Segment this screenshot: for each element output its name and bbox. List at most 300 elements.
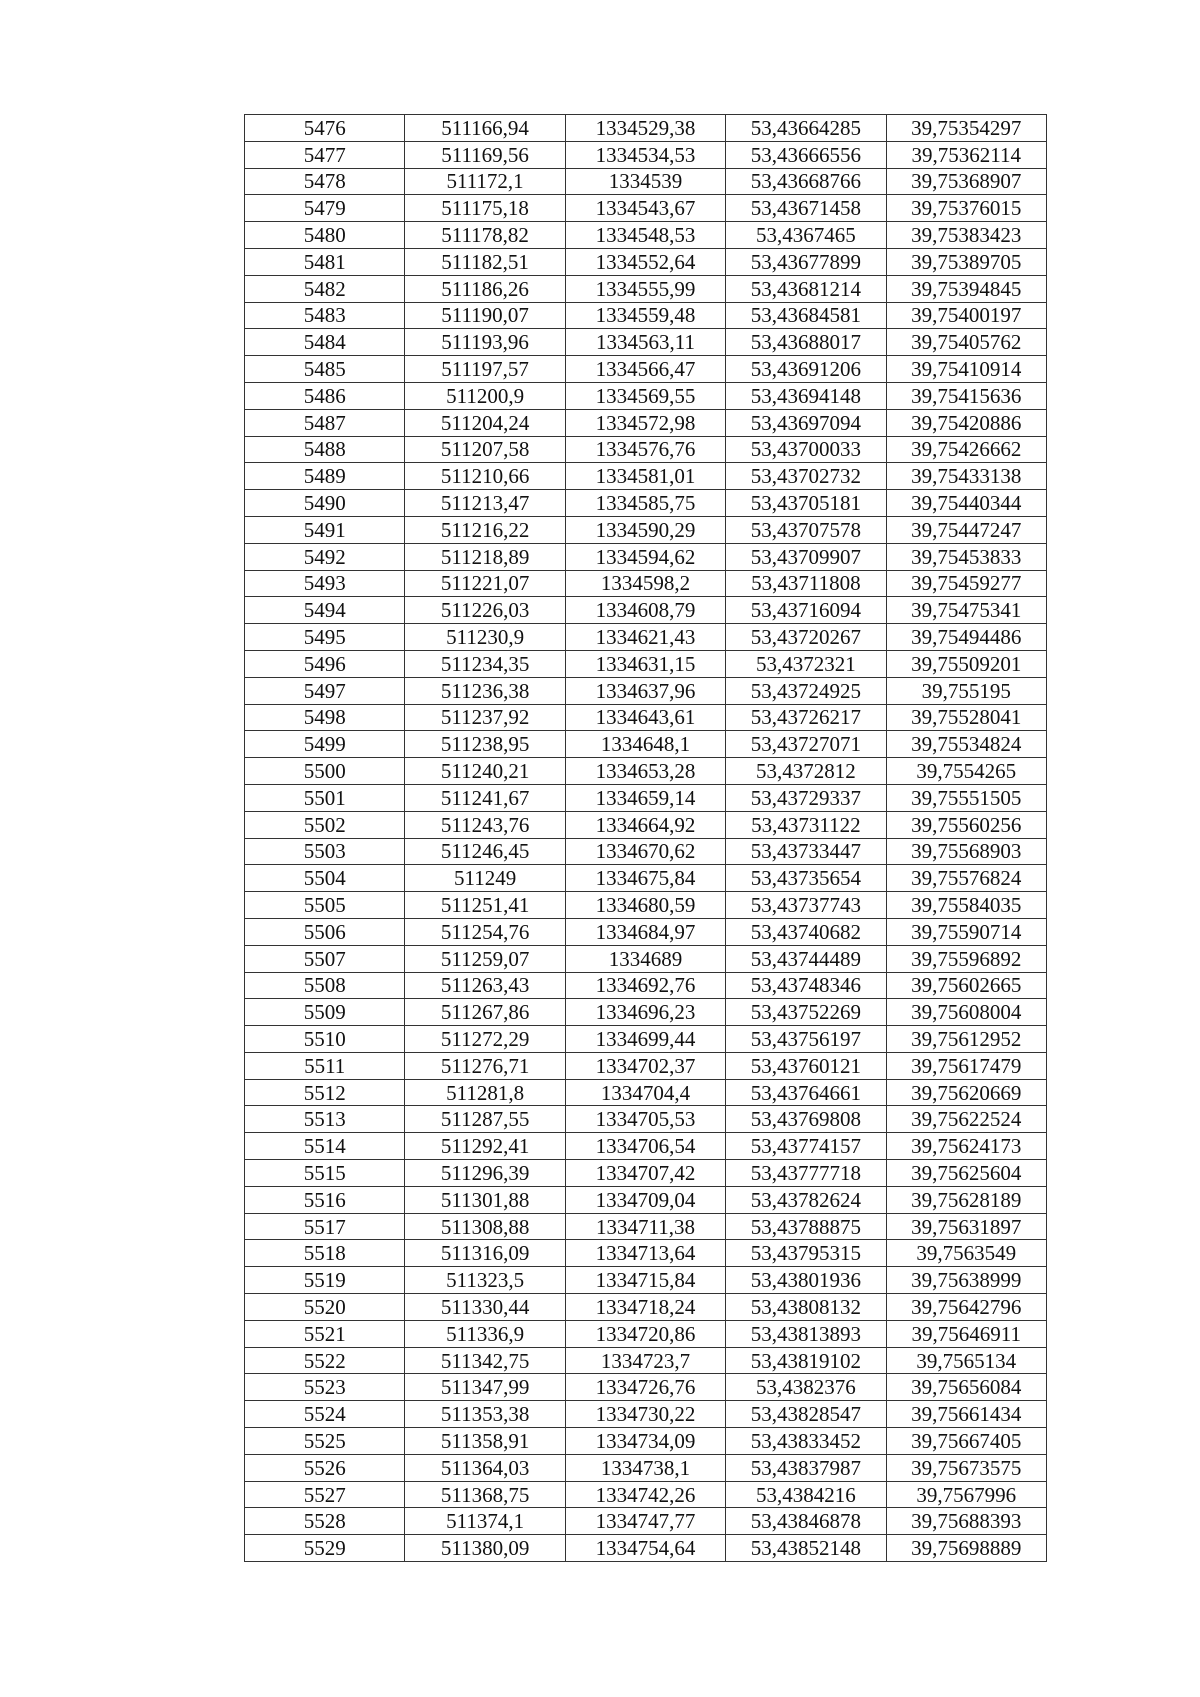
x-coordinate-cell: 511241,67 bbox=[405, 784, 565, 811]
point-number-cell: 5512 bbox=[245, 1079, 405, 1106]
x-coordinate-cell: 511213,47 bbox=[405, 490, 565, 517]
latitude-cell: 53,43744489 bbox=[726, 945, 886, 972]
point-number-cell: 5506 bbox=[245, 918, 405, 945]
table-row bbox=[245, 624, 1047, 651]
latitude-cell: 53,43711808 bbox=[726, 570, 886, 597]
point-number-cell: 5499 bbox=[245, 731, 405, 758]
latitude-cell: 53,43740682 bbox=[726, 918, 886, 945]
table-row bbox=[245, 1535, 1047, 1562]
y-coordinate-cell: 1334730,22 bbox=[565, 1401, 725, 1428]
point-number-cell: 5526 bbox=[245, 1454, 405, 1481]
latitude-cell: 53,43677899 bbox=[726, 248, 886, 275]
y-coordinate-cell: 1334670,62 bbox=[565, 838, 725, 865]
latitude-cell: 53,43729337 bbox=[726, 784, 886, 811]
point-number-cell: 5485 bbox=[245, 356, 405, 383]
coordinates-table bbox=[244, 114, 1047, 1562]
point-number-cell: 5524 bbox=[245, 1401, 405, 1428]
table-row bbox=[245, 1026, 1047, 1053]
latitude-cell: 53,43852148 bbox=[726, 1535, 886, 1562]
x-coordinate-cell: 511374,1 bbox=[405, 1508, 565, 1535]
latitude-cell: 53,43664285 bbox=[726, 115, 886, 142]
y-coordinate-cell: 1334696,23 bbox=[565, 999, 725, 1026]
point-number-cell: 5481 bbox=[245, 248, 405, 275]
table-row bbox=[245, 1106, 1047, 1133]
table-row bbox=[245, 677, 1047, 704]
y-coordinate-cell: 1334637,96 bbox=[565, 677, 725, 704]
x-coordinate-cell: 511169,56 bbox=[405, 141, 565, 168]
table-row bbox=[245, 650, 1047, 677]
latitude-cell: 53,4367465 bbox=[726, 222, 886, 249]
y-coordinate-cell: 1334699,44 bbox=[565, 1026, 725, 1053]
point-number-cell: 5529 bbox=[245, 1535, 405, 1562]
longitude-cell: 39,75389705 bbox=[886, 248, 1046, 275]
longitude-cell: 39,75596892 bbox=[886, 945, 1046, 972]
table-row bbox=[245, 731, 1047, 758]
point-number-cell: 5515 bbox=[245, 1160, 405, 1187]
table-row bbox=[245, 302, 1047, 329]
point-number-cell: 5510 bbox=[245, 1026, 405, 1053]
point-number-cell: 5521 bbox=[245, 1320, 405, 1347]
y-coordinate-cell: 1334707,42 bbox=[565, 1160, 725, 1187]
longitude-cell: 39,75628189 bbox=[886, 1186, 1046, 1213]
y-coordinate-cell: 1334689 bbox=[565, 945, 725, 972]
table-row bbox=[245, 382, 1047, 409]
latitude-cell: 53,43733447 bbox=[726, 838, 886, 865]
y-coordinate-cell: 1334705,53 bbox=[565, 1106, 725, 1133]
y-coordinate-cell: 1334738,1 bbox=[565, 1454, 725, 1481]
x-coordinate-cell: 511368,75 bbox=[405, 1481, 565, 1508]
y-coordinate-cell: 1334572,98 bbox=[565, 409, 725, 436]
x-coordinate-cell: 511240,21 bbox=[405, 758, 565, 785]
y-coordinate-cell: 1334713,64 bbox=[565, 1240, 725, 1267]
y-coordinate-cell: 1334720,86 bbox=[565, 1320, 725, 1347]
x-coordinate-cell: 511251,41 bbox=[405, 892, 565, 919]
y-coordinate-cell: 1334529,38 bbox=[565, 115, 725, 142]
longitude-cell: 39,75584035 bbox=[886, 892, 1046, 919]
point-number-cell: 5523 bbox=[245, 1374, 405, 1401]
longitude-cell: 39,75642796 bbox=[886, 1294, 1046, 1321]
x-coordinate-cell: 511267,86 bbox=[405, 999, 565, 1026]
longitude-cell: 39,7567996 bbox=[886, 1481, 1046, 1508]
longitude-cell: 39,75494486 bbox=[886, 624, 1046, 651]
x-coordinate-cell: 511272,29 bbox=[405, 1026, 565, 1053]
longitude-cell: 39,75622524 bbox=[886, 1106, 1046, 1133]
y-coordinate-cell: 1334534,53 bbox=[565, 141, 725, 168]
latitude-cell: 53,43724925 bbox=[726, 677, 886, 704]
latitude-cell: 53,43735654 bbox=[726, 865, 886, 892]
table-row bbox=[245, 972, 1047, 999]
longitude-cell: 39,75459277 bbox=[886, 570, 1046, 597]
longitude-cell: 39,75646911 bbox=[886, 1320, 1046, 1347]
point-number-cell: 5490 bbox=[245, 490, 405, 517]
table-row bbox=[245, 543, 1047, 570]
latitude-cell: 53,43731122 bbox=[726, 811, 886, 838]
longitude-cell: 39,75673575 bbox=[886, 1454, 1046, 1481]
x-coordinate-cell: 511276,71 bbox=[405, 1052, 565, 1079]
latitude-cell: 53,43720267 bbox=[726, 624, 886, 651]
y-coordinate-cell: 1334539 bbox=[565, 168, 725, 195]
y-coordinate-cell: 1334548,53 bbox=[565, 222, 725, 249]
table-row bbox=[245, 1347, 1047, 1374]
latitude-cell: 53,43819102 bbox=[726, 1347, 886, 1374]
longitude-cell: 39,75410914 bbox=[886, 356, 1046, 383]
table-row bbox=[245, 945, 1047, 972]
table-row bbox=[245, 597, 1047, 624]
table-row bbox=[245, 1079, 1047, 1106]
point-number-cell: 5489 bbox=[245, 463, 405, 490]
longitude-cell: 39,7565134 bbox=[886, 1347, 1046, 1374]
latitude-cell: 53,43705181 bbox=[726, 490, 886, 517]
longitude-cell: 39,7563549 bbox=[886, 1240, 1046, 1267]
table-row bbox=[245, 784, 1047, 811]
y-coordinate-cell: 1334608,79 bbox=[565, 597, 725, 624]
longitude-cell: 39,75447247 bbox=[886, 516, 1046, 543]
point-number-cell: 5478 bbox=[245, 168, 405, 195]
table-row bbox=[245, 1454, 1047, 1481]
latitude-cell: 53,43688017 bbox=[726, 329, 886, 356]
y-coordinate-cell: 1334734,09 bbox=[565, 1428, 725, 1455]
longitude-cell: 39,75376015 bbox=[886, 195, 1046, 222]
point-number-cell: 5480 bbox=[245, 222, 405, 249]
latitude-cell: 53,43788875 bbox=[726, 1213, 886, 1240]
latitude-cell: 53,43752269 bbox=[726, 999, 886, 1026]
y-coordinate-cell: 1334643,61 bbox=[565, 704, 725, 731]
latitude-cell: 53,43737743 bbox=[726, 892, 886, 919]
y-coordinate-cell: 1334664,92 bbox=[565, 811, 725, 838]
point-number-cell: 5486 bbox=[245, 382, 405, 409]
longitude-cell: 39,75638999 bbox=[886, 1267, 1046, 1294]
y-coordinate-cell: 1334726,76 bbox=[565, 1374, 725, 1401]
longitude-cell: 39,75362114 bbox=[886, 141, 1046, 168]
latitude-cell: 53,43801936 bbox=[726, 1267, 886, 1294]
x-coordinate-cell: 511342,75 bbox=[405, 1347, 565, 1374]
latitude-cell: 53,43813893 bbox=[726, 1320, 886, 1347]
x-coordinate-cell: 511175,18 bbox=[405, 195, 565, 222]
point-number-cell: 5493 bbox=[245, 570, 405, 597]
x-coordinate-cell: 511166,94 bbox=[405, 115, 565, 142]
point-number-cell: 5502 bbox=[245, 811, 405, 838]
longitude-cell: 39,75528041 bbox=[886, 704, 1046, 731]
latitude-cell: 53,43702732 bbox=[726, 463, 886, 490]
x-coordinate-cell: 511263,43 bbox=[405, 972, 565, 999]
point-number-cell: 5528 bbox=[245, 1508, 405, 1535]
longitude-cell: 39,75631897 bbox=[886, 1213, 1046, 1240]
point-number-cell: 5516 bbox=[245, 1186, 405, 1213]
longitude-cell: 39,75415636 bbox=[886, 382, 1046, 409]
x-coordinate-cell: 511237,92 bbox=[405, 704, 565, 731]
x-coordinate-cell: 511226,03 bbox=[405, 597, 565, 624]
point-number-cell: 5487 bbox=[245, 409, 405, 436]
latitude-cell: 53,43709907 bbox=[726, 543, 886, 570]
longitude-cell: 39,75534824 bbox=[886, 731, 1046, 758]
y-coordinate-cell: 1334598,2 bbox=[565, 570, 725, 597]
y-coordinate-cell: 1334594,62 bbox=[565, 543, 725, 570]
y-coordinate-cell: 1334747,77 bbox=[565, 1508, 725, 1535]
table-row bbox=[245, 1294, 1047, 1321]
longitude-cell: 39,75560256 bbox=[886, 811, 1046, 838]
latitude-cell: 53,43764661 bbox=[726, 1079, 886, 1106]
x-coordinate-cell: 511243,76 bbox=[405, 811, 565, 838]
latitude-cell: 53,43795315 bbox=[726, 1240, 886, 1267]
longitude-cell: 39,75688393 bbox=[886, 1508, 1046, 1535]
point-number-cell: 5488 bbox=[245, 436, 405, 463]
y-coordinate-cell: 1334692,76 bbox=[565, 972, 725, 999]
point-number-cell: 5513 bbox=[245, 1106, 405, 1133]
table-row bbox=[245, 1133, 1047, 1160]
table-row bbox=[245, 1160, 1047, 1187]
y-coordinate-cell: 1334754,64 bbox=[565, 1535, 725, 1562]
point-number-cell: 5519 bbox=[245, 1267, 405, 1294]
point-number-cell: 5517 bbox=[245, 1213, 405, 1240]
y-coordinate-cell: 1334709,04 bbox=[565, 1186, 725, 1213]
latitude-cell: 53,43846878 bbox=[726, 1508, 886, 1535]
table-row bbox=[245, 168, 1047, 195]
x-coordinate-cell: 511218,89 bbox=[405, 543, 565, 570]
x-coordinate-cell: 511246,45 bbox=[405, 838, 565, 865]
longitude-cell: 39,75433138 bbox=[886, 463, 1046, 490]
longitude-cell: 39,75400197 bbox=[886, 302, 1046, 329]
latitude-cell: 53,43769808 bbox=[726, 1106, 886, 1133]
longitude-cell: 39,75661434 bbox=[886, 1401, 1046, 1428]
table-row bbox=[245, 1320, 1047, 1347]
x-coordinate-cell: 511301,88 bbox=[405, 1186, 565, 1213]
longitude-cell: 39,7554265 bbox=[886, 758, 1046, 785]
y-coordinate-cell: 1334702,37 bbox=[565, 1052, 725, 1079]
table-row bbox=[245, 329, 1047, 356]
latitude-cell: 53,43668766 bbox=[726, 168, 886, 195]
table-row bbox=[245, 1267, 1047, 1294]
x-coordinate-cell: 511254,76 bbox=[405, 918, 565, 945]
y-coordinate-cell: 1334555,99 bbox=[565, 275, 725, 302]
table-row bbox=[245, 1240, 1047, 1267]
longitude-cell: 39,75620669 bbox=[886, 1079, 1046, 1106]
point-number-cell: 5484 bbox=[245, 329, 405, 356]
y-coordinate-cell: 1334704,4 bbox=[565, 1079, 725, 1106]
point-number-cell: 5495 bbox=[245, 624, 405, 651]
table-row bbox=[245, 999, 1047, 1026]
latitude-cell: 53,43748346 bbox=[726, 972, 886, 999]
point-number-cell: 5503 bbox=[245, 838, 405, 865]
y-coordinate-cell: 1334576,76 bbox=[565, 436, 725, 463]
y-coordinate-cell: 1334680,59 bbox=[565, 892, 725, 919]
latitude-cell: 53,43727071 bbox=[726, 731, 886, 758]
table-row bbox=[245, 356, 1047, 383]
latitude-cell: 53,43782624 bbox=[726, 1186, 886, 1213]
point-number-cell: 5498 bbox=[245, 704, 405, 731]
table-row bbox=[245, 1508, 1047, 1535]
longitude-cell: 39,75509201 bbox=[886, 650, 1046, 677]
table-row bbox=[245, 275, 1047, 302]
latitude-cell: 53,43671458 bbox=[726, 195, 886, 222]
point-number-cell: 5496 bbox=[245, 650, 405, 677]
latitude-cell: 53,43808132 bbox=[726, 1294, 886, 1321]
latitude-cell: 53,43691206 bbox=[726, 356, 886, 383]
table-row bbox=[245, 490, 1047, 517]
latitude-cell: 53,4382376 bbox=[726, 1374, 886, 1401]
longitude-cell: 39,75383423 bbox=[886, 222, 1046, 249]
y-coordinate-cell: 1334559,48 bbox=[565, 302, 725, 329]
y-coordinate-cell: 1334648,1 bbox=[565, 731, 725, 758]
table-row bbox=[245, 1401, 1047, 1428]
table-row bbox=[245, 892, 1047, 919]
table-row bbox=[245, 704, 1047, 731]
x-coordinate-cell: 511330,44 bbox=[405, 1294, 565, 1321]
longitude-cell: 39,75608004 bbox=[886, 999, 1046, 1026]
table-row bbox=[245, 248, 1047, 275]
table-row bbox=[245, 811, 1047, 838]
x-coordinate-cell: 511292,41 bbox=[405, 1133, 565, 1160]
latitude-cell: 53,43837987 bbox=[726, 1454, 886, 1481]
longitude-cell: 39,75426662 bbox=[886, 436, 1046, 463]
table-row bbox=[245, 570, 1047, 597]
longitude-cell: 39,75624173 bbox=[886, 1133, 1046, 1160]
x-coordinate-cell: 511236,38 bbox=[405, 677, 565, 704]
point-number-cell: 5518 bbox=[245, 1240, 405, 1267]
y-coordinate-cell: 1334675,84 bbox=[565, 865, 725, 892]
y-coordinate-cell: 1334684,97 bbox=[565, 918, 725, 945]
y-coordinate-cell: 1334543,67 bbox=[565, 195, 725, 222]
table-row bbox=[245, 865, 1047, 892]
point-number-cell: 5483 bbox=[245, 302, 405, 329]
longitude-cell: 39,75394845 bbox=[886, 275, 1046, 302]
x-coordinate-cell: 511193,96 bbox=[405, 329, 565, 356]
x-coordinate-cell: 511353,38 bbox=[405, 1401, 565, 1428]
latitude-cell: 53,43666556 bbox=[726, 141, 886, 168]
latitude-cell: 53,43777718 bbox=[726, 1160, 886, 1187]
table-row bbox=[245, 409, 1047, 436]
y-coordinate-cell: 1334711,38 bbox=[565, 1213, 725, 1240]
x-coordinate-cell: 511316,09 bbox=[405, 1240, 565, 1267]
longitude-cell: 39,75440344 bbox=[886, 490, 1046, 517]
longitude-cell: 39,75453833 bbox=[886, 543, 1046, 570]
point-number-cell: 5507 bbox=[245, 945, 405, 972]
x-coordinate-cell: 511249 bbox=[405, 865, 565, 892]
table-row bbox=[245, 463, 1047, 490]
y-coordinate-cell: 1334581,01 bbox=[565, 463, 725, 490]
x-coordinate-cell: 511238,95 bbox=[405, 731, 565, 758]
longitude-cell: 39,75368907 bbox=[886, 168, 1046, 195]
longitude-cell: 39,75656084 bbox=[886, 1374, 1046, 1401]
point-number-cell: 5508 bbox=[245, 972, 405, 999]
table-row bbox=[245, 1186, 1047, 1213]
longitude-cell: 39,755195 bbox=[886, 677, 1046, 704]
latitude-cell: 53,43726217 bbox=[726, 704, 886, 731]
point-number-cell: 5501 bbox=[245, 784, 405, 811]
y-coordinate-cell: 1334585,75 bbox=[565, 490, 725, 517]
table-row bbox=[245, 516, 1047, 543]
longitude-cell: 39,75698889 bbox=[886, 1535, 1046, 1562]
table-row bbox=[245, 1052, 1047, 1079]
y-coordinate-cell: 1334621,43 bbox=[565, 624, 725, 651]
table-row bbox=[245, 222, 1047, 249]
longitude-cell: 39,75576824 bbox=[886, 865, 1046, 892]
latitude-cell: 53,4384216 bbox=[726, 1481, 886, 1508]
longitude-cell: 39,75405762 bbox=[886, 329, 1046, 356]
longitude-cell: 39,75667405 bbox=[886, 1428, 1046, 1455]
table-row bbox=[245, 758, 1047, 785]
x-coordinate-cell: 511182,51 bbox=[405, 248, 565, 275]
latitude-cell: 53,43756197 bbox=[726, 1026, 886, 1053]
point-number-cell: 5509 bbox=[245, 999, 405, 1026]
y-coordinate-cell: 1334569,55 bbox=[565, 382, 725, 409]
longitude-cell: 39,75475341 bbox=[886, 597, 1046, 624]
longitude-cell: 39,75617479 bbox=[886, 1052, 1046, 1079]
latitude-cell: 53,43828547 bbox=[726, 1401, 886, 1428]
table-row bbox=[245, 115, 1047, 142]
x-coordinate-cell: 511186,26 bbox=[405, 275, 565, 302]
x-coordinate-cell: 511323,5 bbox=[405, 1267, 565, 1294]
point-number-cell: 5482 bbox=[245, 275, 405, 302]
longitude-cell: 39,75354297 bbox=[886, 115, 1046, 142]
x-coordinate-cell: 511296,39 bbox=[405, 1160, 565, 1187]
x-coordinate-cell: 511210,66 bbox=[405, 463, 565, 490]
x-coordinate-cell: 511216,22 bbox=[405, 516, 565, 543]
x-coordinate-cell: 511347,99 bbox=[405, 1374, 565, 1401]
longitude-cell: 39,75602665 bbox=[886, 972, 1046, 999]
y-coordinate-cell: 1334706,54 bbox=[565, 1133, 725, 1160]
latitude-cell: 53,43833452 bbox=[726, 1428, 886, 1455]
x-coordinate-cell: 511221,07 bbox=[405, 570, 565, 597]
point-number-cell: 5527 bbox=[245, 1481, 405, 1508]
point-number-cell: 5514 bbox=[245, 1133, 405, 1160]
table-row bbox=[245, 1213, 1047, 1240]
longitude-cell: 39,75551505 bbox=[886, 784, 1046, 811]
x-coordinate-cell: 511190,07 bbox=[405, 302, 565, 329]
table-row bbox=[245, 838, 1047, 865]
point-number-cell: 5500 bbox=[245, 758, 405, 785]
x-coordinate-cell: 511336,9 bbox=[405, 1320, 565, 1347]
latitude-cell: 53,43716094 bbox=[726, 597, 886, 624]
longitude-cell: 39,75568903 bbox=[886, 838, 1046, 865]
x-coordinate-cell: 511308,88 bbox=[405, 1213, 565, 1240]
x-coordinate-cell: 511200,9 bbox=[405, 382, 565, 409]
table-row bbox=[245, 195, 1047, 222]
x-coordinate-cell: 511172,1 bbox=[405, 168, 565, 195]
point-number-cell: 5494 bbox=[245, 597, 405, 624]
y-coordinate-cell: 1334742,26 bbox=[565, 1481, 725, 1508]
latitude-cell: 53,43697094 bbox=[726, 409, 886, 436]
x-coordinate-cell: 511281,8 bbox=[405, 1079, 565, 1106]
x-coordinate-cell: 511358,91 bbox=[405, 1428, 565, 1455]
latitude-cell: 53,43700033 bbox=[726, 436, 886, 463]
point-number-cell: 5504 bbox=[245, 865, 405, 892]
longitude-cell: 39,75420886 bbox=[886, 409, 1046, 436]
y-coordinate-cell: 1334723,7 bbox=[565, 1347, 725, 1374]
y-coordinate-cell: 1334590,29 bbox=[565, 516, 725, 543]
x-coordinate-cell: 511230,9 bbox=[405, 624, 565, 651]
y-coordinate-cell: 1334718,24 bbox=[565, 1294, 725, 1321]
longitude-cell: 39,75612952 bbox=[886, 1026, 1046, 1053]
table-row bbox=[245, 141, 1047, 168]
point-number-cell: 5497 bbox=[245, 677, 405, 704]
x-coordinate-cell: 511204,24 bbox=[405, 409, 565, 436]
latitude-cell: 53,43774157 bbox=[726, 1133, 886, 1160]
longitude-cell: 39,75625604 bbox=[886, 1160, 1046, 1187]
point-number-cell: 5505 bbox=[245, 892, 405, 919]
latitude-cell: 53,43694148 bbox=[726, 382, 886, 409]
point-number-cell: 5491 bbox=[245, 516, 405, 543]
x-coordinate-cell: 511287,55 bbox=[405, 1106, 565, 1133]
point-number-cell: 5522 bbox=[245, 1347, 405, 1374]
y-coordinate-cell: 1334552,64 bbox=[565, 248, 725, 275]
table-row bbox=[245, 436, 1047, 463]
y-coordinate-cell: 1334566,47 bbox=[565, 356, 725, 383]
point-number-cell: 5525 bbox=[245, 1428, 405, 1455]
point-number-cell: 5477 bbox=[245, 141, 405, 168]
y-coordinate-cell: 1334653,28 bbox=[565, 758, 725, 785]
coordinates-table-body bbox=[245, 115, 1047, 1562]
x-coordinate-cell: 511364,03 bbox=[405, 1454, 565, 1481]
